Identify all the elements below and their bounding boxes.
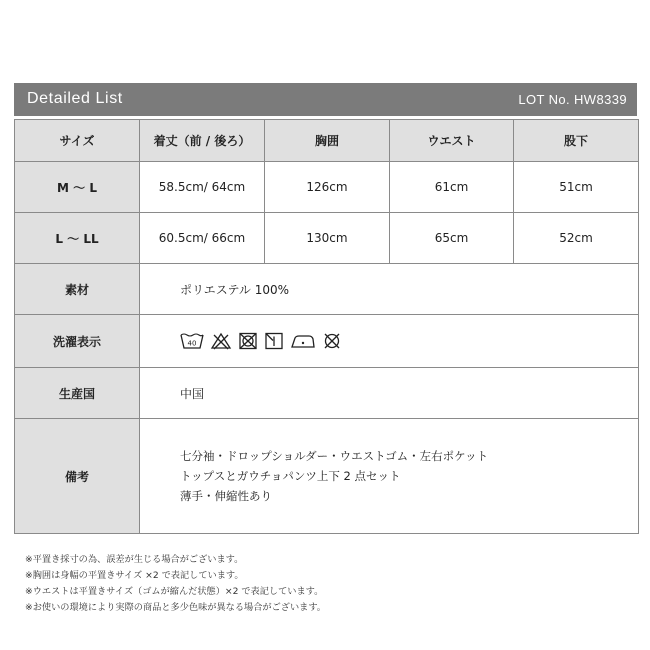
size-spec-table	[14, 119, 639, 534]
no-tumble-dry-icon	[238, 332, 258, 350]
origin-label: 生産国	[15, 368, 140, 419]
no-bleach-icon	[210, 332, 232, 350]
notes-line: 薄手・伸縮性あり	[180, 489, 272, 503]
care-row	[15, 315, 639, 368]
chest-value: 126cm	[265, 162, 390, 213]
header-title: Detailed List	[27, 90, 123, 107]
list-header	[14, 83, 637, 116]
column-header-chest: 胸囲	[265, 120, 390, 162]
length-value: 60.5cm/ 66cm	[140, 213, 265, 264]
notes-value	[140, 419, 639, 534]
material-row	[15, 264, 639, 315]
notes-row	[15, 419, 639, 534]
footnotes	[25, 552, 326, 616]
column-header-length: 着丈（前 / 後ろ）	[140, 120, 265, 162]
column-header-waist: ウエスト	[390, 120, 514, 162]
chest-value: 130cm	[265, 213, 390, 264]
wash-temp-label: 40	[187, 339, 197, 348]
wash-40-icon	[180, 332, 204, 350]
size-label: L 〜 LL	[15, 213, 140, 264]
column-header-size: サイズ	[15, 120, 140, 162]
size-label: M 〜 L	[15, 162, 140, 213]
inseam-value: 51cm	[514, 162, 639, 213]
material-label: 素材	[15, 264, 140, 315]
table-row	[15, 213, 639, 264]
line-dry-shade-icon	[264, 332, 284, 350]
footnote: ※胸囲は身幅の平置きサイズ ×2 で表記しています。	[25, 570, 244, 581]
notes-label: 備考	[15, 419, 140, 534]
care-label: 洗濯表示	[15, 315, 140, 368]
footnote: ※ウエストは平置きサイズ（ゴムが縮んだ状態）×2 で表記しています。	[25, 586, 324, 597]
iron-low-icon	[290, 332, 316, 350]
no-dry-clean-icon	[322, 332, 342, 350]
footnote: ※平置き採寸の為、誤差が生じる場合がございます。	[25, 554, 244, 565]
origin-row	[15, 368, 639, 419]
material-value: ポリエステル 100%	[140, 264, 639, 315]
waist-value: 61cm	[390, 162, 514, 213]
waist-value: 65cm	[390, 213, 514, 264]
table-row	[15, 162, 639, 213]
inseam-value: 52cm	[514, 213, 639, 264]
notes-line: 七分袖・ドロップショルダー・ウエストゴム・左右ポケット	[180, 449, 489, 463]
notes-line: トップスとガウチョパンツ上下 2 点セット	[180, 469, 401, 483]
care-icons	[180, 332, 638, 350]
footnote: ※お使いの環境により実際の商品と多少色味が異なる場合がございます。	[25, 602, 326, 613]
care-icons-cell	[140, 315, 639, 368]
length-value: 58.5cm/ 64cm	[140, 162, 265, 213]
lot-number: LOT No. HW8339	[518, 92, 627, 107]
table-header-row	[15, 120, 639, 162]
origin-value: 中国	[140, 368, 639, 419]
column-header-inseam: 股下	[514, 120, 639, 162]
